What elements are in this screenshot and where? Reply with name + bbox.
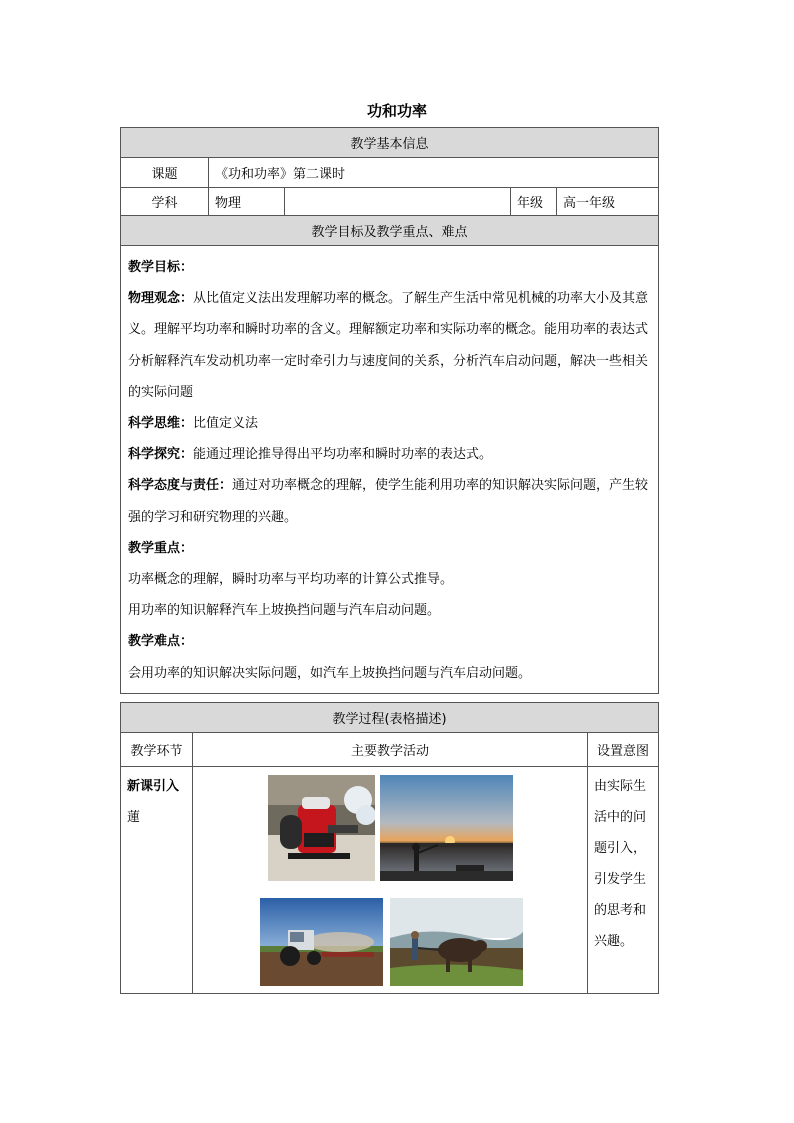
basic-info-header: 教学基本信息 [121, 128, 659, 158]
teaching-process-table [120, 702, 659, 994]
key-point-2: 用功率的知识解释汽车上坡换挡问题与汽车启动问题。 [128, 603, 441, 619]
attitude-label: 科学态度与责任： [128, 478, 233, 494]
topic-label: 课题 [121, 158, 209, 188]
scientific-thinking-label: 科学思维： [128, 416, 194, 432]
row1-activity-cell [193, 767, 588, 994]
process-header: 教学过程(表格描述) [121, 703, 659, 733]
row1-stage-cell [121, 767, 193, 994]
empty-cell [285, 188, 511, 216]
subject-value: 物理 [209, 188, 285, 216]
document-title: 功和功率 [366, 102, 427, 120]
scientific-thinking-text: 比值定义法 [193, 416, 259, 432]
grade-value: 高一年级 [557, 188, 659, 216]
row1-stage-sub: 蓮 [127, 810, 141, 825]
subject-label: 学科 [121, 188, 209, 216]
physics-concept-text: 从比值定义法出发理解功率的概念。了解生产生活中常见机械的功率大小及其意义。理解平均功率和瞬时功率的含义。理解额定功率和实际功率的概念。能用功率的表达式分析解释汽车发动机功率一定时牵引力与速度间的关系，分析汽车启动问题，解决一些相关的实际问题 [128, 291, 649, 400]
goals-body [121, 246, 659, 694]
difficulty-heading: 教学难点： [128, 634, 194, 650]
physics-concept-label: 物理观念： [128, 291, 194, 307]
basic-info-table [120, 127, 659, 694]
key-point-1: 功率概念的理解，瞬时功率与平均功率的计算公式推导。 [128, 572, 454, 588]
scientific-inquiry-text: 能通过理论推导得出平均功率和瞬时功率的表达式。 [193, 447, 493, 463]
topic-value: 《功和功率》第二课时 [209, 158, 659, 188]
attitude-text: 通过对功率概念的理解，使学生能利用功率的知识解决实际问题，产生较强的学习和研究物理的兴趣。 [128, 478, 649, 525]
sunset-fisherman-photo [380, 775, 513, 881]
scientific-inquiry-label: 科学探究： [128, 447, 194, 463]
col-stage: 教学环节 [121, 733, 193, 767]
row1-intent: 由实际生活中的问题引入，引发学生的思考和兴趣。 [588, 767, 659, 994]
grade-label: 年级 [511, 188, 557, 216]
col-activity: 主要教学活动 [193, 733, 588, 767]
goal-heading: 教学目标： [128, 260, 194, 275]
key-points-heading: 教学重点： [128, 540, 194, 556]
water-pump-photo [268, 775, 375, 881]
goals-header: 教学目标及教学重点、难点 [121, 216, 659, 246]
difficulty-1: 会用功率的知识解决实际问题，如汽车上坡换挡问题与汽车启动问题。 [128, 665, 532, 681]
tractor-field-photo [260, 898, 383, 986]
ox-plowing-photo [390, 898, 523, 986]
col-intent: 设置意图 [588, 733, 659, 767]
row1-stage: 新课引入 [127, 779, 180, 794]
